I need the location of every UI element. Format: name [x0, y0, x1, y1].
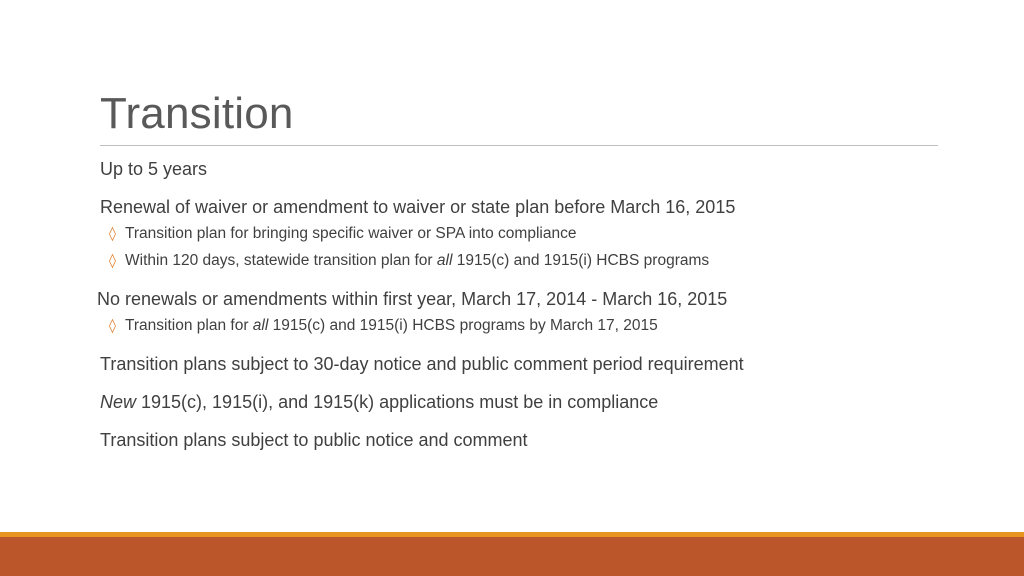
sub-item-text: Within 120 days, statewide transition plan for [125, 252, 437, 269]
sub-item-2 [109, 252, 709, 270]
emphasis-text: New [100, 392, 137, 412]
body-item-1 [100, 159, 207, 180]
body-item-6 [100, 430, 528, 451]
body-item-4 [100, 354, 744, 375]
slide-title: Transition [100, 89, 294, 138]
emphasis-text: all [252, 317, 269, 334]
diamond-bullet-icon: ◊ [109, 253, 116, 269]
body-item-5 [100, 392, 658, 413]
emphasis-text: all [436, 252, 453, 269]
sub-item-text: 1915(c) and 1915(i) HCBS programs [452, 252, 710, 269]
body-item-text: Renewal of waiver or amendment to waiver or state plan before March 16, 2015 [100, 197, 736, 217]
sub-item-text: 1915(c) and 1915(i) HCBS programs by March 17, 2015 [268, 317, 658, 334]
body-item-text: Transition plans subject to public notice and comment [100, 430, 528, 450]
body-item-3 [97, 289, 727, 310]
diamond-bullet-icon: ◊ [109, 318, 116, 334]
footer-band [0, 537, 1024, 576]
body-item-text: Transition plans subject to 30-day notice and public comment period requirement [100, 354, 744, 374]
sub-item-text: Transition plan for bringing specific waiver or SPA into compliance [125, 225, 577, 242]
body-item-text: Up to 5 years [100, 159, 208, 179]
sub-item-text: Transition plan for [125, 317, 253, 334]
body-item-text: 1915(c), 1915(i), and 1915(k) applications must be in compliance [136, 392, 659, 412]
body-item-text: No renewals or amendments within first year, March 17, 2014 - March 16, 2015 [97, 289, 728, 309]
body-item-2 [100, 197, 735, 218]
title-divider [100, 145, 938, 146]
sub-item-3 [109, 317, 658, 335]
sub-item-1 [109, 225, 576, 243]
diamond-bullet-icon: ◊ [109, 226, 116, 242]
